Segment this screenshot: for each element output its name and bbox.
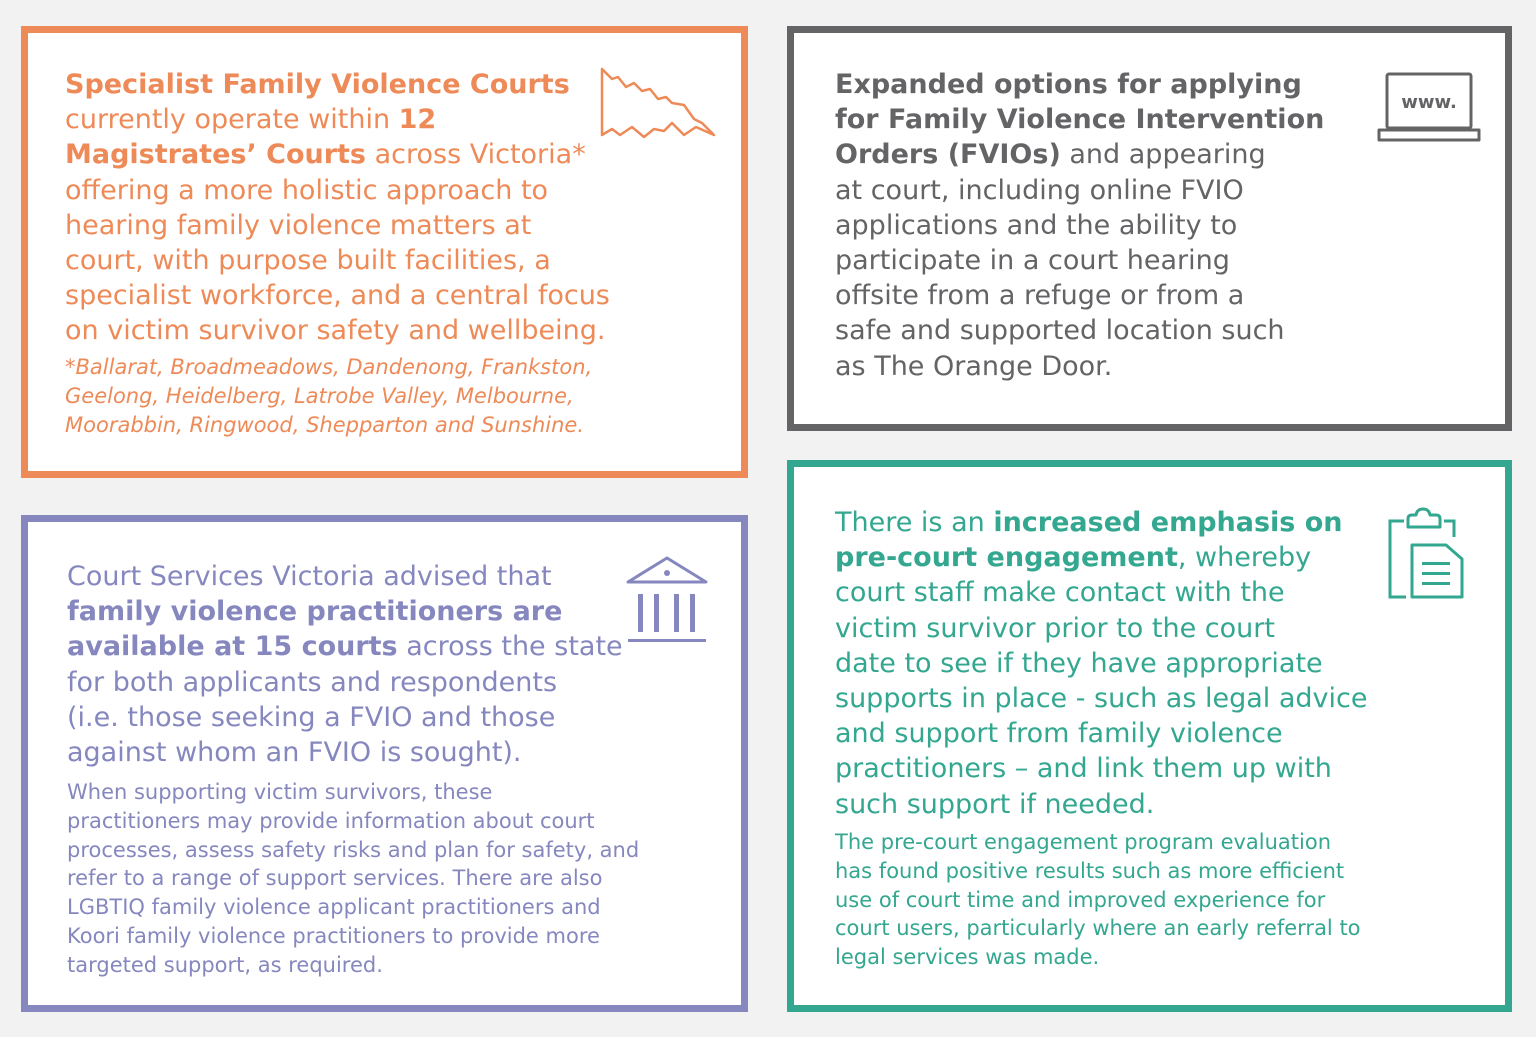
note-line: Koori family violence practitioners to provide more [67, 923, 600, 948]
clipboard-icon [1386, 507, 1466, 601]
lead-text: across Victoria* [366, 139, 586, 171]
lead-text: and appearing [1060, 139, 1266, 171]
lead-line: at court, including online FVIO [835, 174, 1244, 206]
lead-line [835, 137, 1324, 172]
lead-line: for Family Violence Intervention [835, 104, 1325, 136]
www-laptop-icon [1377, 70, 1481, 144]
note-line: practitioners may provide information about court [67, 808, 595, 833]
lead-line: (i.e. those seeking a FVIO and those [67, 701, 556, 733]
practitioners-card [21, 515, 748, 1012]
lead-line [65, 102, 610, 137]
specialist-courts-card [21, 26, 748, 478]
lead-line [835, 505, 1367, 540]
note-line: court users, particularly where an early referral to [835, 916, 1361, 941]
lead-line: for both applicants and respondents [67, 666, 558, 698]
lead-bold-text: Orders (FVIOs) [835, 139, 1061, 171]
note-line: LGBTIQ family violence applicant practitioners and [67, 895, 601, 920]
lead-line: victim survivor prior to the court [835, 612, 1275, 644]
lead-line [67, 629, 623, 664]
fvio-options-card [787, 26, 1512, 431]
lead-line: on victim survivor safety and wellbeing. [65, 315, 606, 347]
note-line: legal services was made. [835, 945, 1100, 970]
lead-line: court staff make contact with the [835, 577, 1285, 609]
court-locations-note [65, 353, 592, 440]
lead-line: family violence practitioners are [67, 596, 563, 628]
lead-text: currently operate within [65, 104, 399, 136]
pre-court-engagement-card [787, 460, 1512, 1012]
lead-line: and support from family violence [835, 718, 1283, 750]
note-line: When supporting victim survivors, these [67, 780, 493, 804]
lead-line: supports in place - such as legal advice [835, 683, 1368, 715]
practitioners-text [67, 559, 623, 770]
www-text: www. [1401, 92, 1457, 113]
lead-line: Specialist Family Violence Courts [65, 69, 570, 100]
lead-line: as The Orange Door. [835, 350, 1113, 382]
lead-line: hearing family violence matters at [65, 209, 532, 241]
note-line: Moorabbin, Ringwood, Shepparton and Sunshine. [65, 413, 585, 437]
note-line: The pre-court engagement program evaluation [835, 830, 1332, 854]
courthouse-icon [624, 554, 710, 646]
lead-line: Court Services Victoria advised that [67, 561, 552, 592]
lead-line: safe and supported location such [835, 315, 1285, 347]
lead-bold-text: increased emphasis on [993, 507, 1343, 538]
lead-line: Expanded options for applying [835, 69, 1302, 100]
practitioners-note [67, 778, 639, 980]
lead-line [835, 540, 1367, 575]
specialist-courts-text [65, 67, 610, 349]
lead-line [65, 137, 610, 172]
lead-text: , whereby [1177, 542, 1312, 574]
lead-bold-text: available at 15 courts [67, 631, 398, 663]
lead-line: applications and the ability to [835, 209, 1238, 241]
lead-text: across the state [397, 631, 623, 663]
lead-line: offsite from a refuge or from a [835, 280, 1245, 312]
note-line: Geelong, Heidelberg, Latrobe Valley, Melbourne, [65, 384, 574, 408]
pre-court-engagement-text [835, 505, 1367, 822]
fvio-options-text [835, 67, 1324, 384]
note-line: targeted support, as required. [67, 952, 383, 977]
note-line: use of court time and improved experience for [835, 887, 1326, 912]
lead-line: against whom an FVIO is sought). [67, 737, 522, 769]
lead-line: participate in a court hearing [835, 245, 1230, 277]
lead-line: court, with purpose built facilities, a [65, 245, 551, 277]
lead-bold-text: Magistrates’ Courts [65, 139, 367, 171]
lead-line: date to see if they have appropriate [835, 647, 1323, 679]
lead-line: specialist workforce, and a central focus [65, 280, 610, 312]
evaluation-note [835, 828, 1361, 972]
note-line: *Ballarat, Broadmeadows, Dandenong, Frankston, [65, 355, 593, 379]
lead-line: practitioners – and link them up with [835, 753, 1332, 785]
lead-bold-text: 12 [398, 104, 437, 136]
note-line: refer to a range of support services. There are also [67, 866, 603, 891]
note-line: has found positive results such as more efficient [835, 858, 1345, 883]
note-line: processes, assess safety risks and plan for safety, and [67, 837, 640, 862]
victoria-map-icon [598, 65, 718, 147]
lead-line: such support if needed. [835, 788, 1155, 820]
lead-text: There is an [835, 507, 994, 538]
lead-line: offering a more holistic approach to [65, 174, 549, 206]
lead-bold-text: pre-court engagement [835, 542, 1178, 574]
